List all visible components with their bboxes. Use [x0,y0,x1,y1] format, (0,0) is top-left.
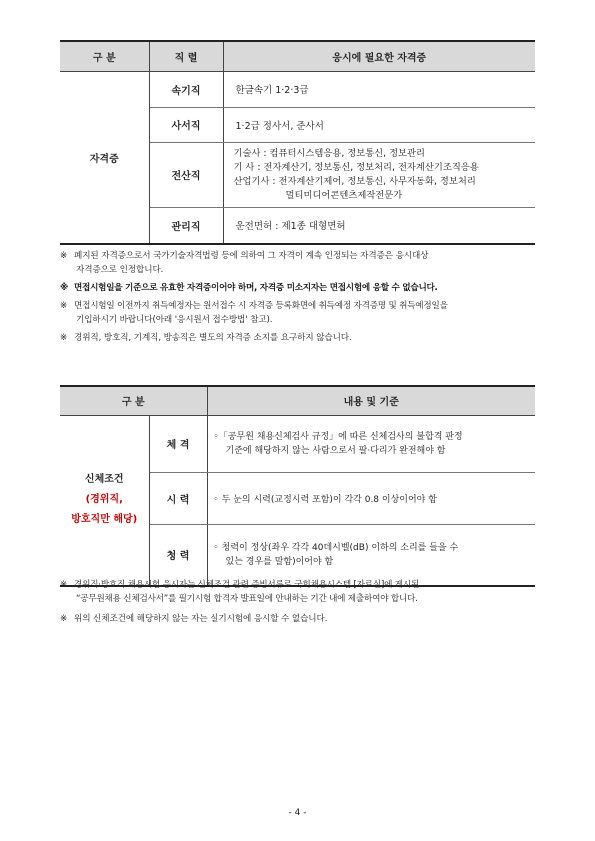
cert-value: 한글속기 1·2·3급 [223,71,535,107]
cert-value: 운전면허 : 제1종 대형면허 [235,221,346,233]
note-text: “공무원채용 신체검사서”를 필기시험 합격자 발표일에 안내하는 기간 내에 제출하여야 합니다. [76,594,418,604]
category-label: 자격증 [60,71,149,244]
cert-value: 1·2급 정사서, 준사서 [223,107,535,142]
item-label: 청 력 [149,524,207,586]
content-line: 있는 경우를 말함)이어야 함 [225,556,334,567]
job-label: 관리직 [149,207,223,244]
note-text: 면접시험일을 기준으로 유효한 자격증이어야 하며, 자격증 미소지자는 면접시험에 응할 수 없습니다. [74,283,438,293]
header-content: 내용 및 기준 [207,386,535,415]
note-item [60,578,538,606]
header-category: 구 분 [60,41,149,71]
note-text: 경위직, 방호직, 기계직, 방송직은 별도의 자격증 소지를 요구하지 않습니다. [74,333,352,343]
item-label: 시 력 [149,472,207,524]
content-cell [207,472,535,524]
note-text: 폐지된 자격증으로서 국가기술자격법령 등에 의하여 그 자격이 계속 인정되는 자격증은 응시대상 [74,251,429,261]
page-number: - 4 - [288,808,307,818]
category-line: 방호직만 해당) [71,514,138,526]
note-text: 자격증으로 인정합니다. [76,265,164,275]
content-cell [207,415,535,472]
table-row [60,71,535,107]
job-label: 속기직 [149,71,223,107]
job-label: 사서직 [149,107,223,142]
note-mark: ※ [60,283,69,293]
note-item [60,249,538,277]
note-item-bold [60,281,538,295]
header-cert: 응시에 필요한 자격증 [223,41,535,71]
content-line: 기준에 해당하지 않는 사람으로서 팔·다리가 완전해야 함 [225,445,446,456]
note-item [60,612,538,626]
cert-value [223,142,535,207]
notes-section-2 [60,578,538,626]
category-line: (경위직, [85,494,123,506]
cert-line: 멀티미디어콘텐츠제작전문가 [285,189,403,201]
header-category: 구 분 [60,386,207,415]
category-line: 신체조건 [84,474,124,486]
note-item [60,299,538,327]
note-mark: ※ [60,301,68,311]
cert-line: 기술사 : 컴퓨터시스템응용, 정보통신, 정보관리 [233,147,425,159]
note-text: 위의 신체조건에 해당하지 않는 자는 실기시험에 응시할 수 없습니다. [74,614,328,624]
content-line: ◦ 두 눈의 시력(교정시력 포함)이 각각 0.8 이상이어야 함 [213,494,437,505]
content-line: ◦ 청력이 정상(좌우 각각 40데시벨(dB) 이하의 소리를 들을 수 [213,542,459,553]
job-label: 전산직 [149,142,223,207]
note-text: 면접시험일 이전까지 취득예정자는 원서접수 시 자격증 등록화면에 취득예정 자격증명 및 취득예정일을 [74,301,448,311]
note-item [60,331,538,345]
header-job: 직 렬 [149,41,223,71]
note-mark: ※ [60,251,68,261]
content-line: ◦「공무원 채용신체검사 규정」에 따른 신체검사의 불합격 판정 [213,431,463,442]
category-label [60,415,149,586]
cert-line: 산업기사 : 전자계산기제어, 정보통신, 사무자동화, 정보처리 [233,175,476,187]
note-text: 경위직·방호직 채용시험 응시자는 신체조건 관련 증빙서류로 국회채용시스템 [자료실]에 게시된 [74,580,420,590]
note-mark: ※ [60,333,68,343]
cert-line: 기 사 : 전자계산기, 정보통신, 정보처리, 전자계산기조직응용 [233,161,479,173]
note-mark: ※ [60,614,68,624]
note-mark: ※ [60,580,68,590]
table-row [60,415,535,472]
note-text: 기입하시기 바랍니다(아래 '응시원서 접수방법' 참고). [76,315,273,325]
table-header-row [60,41,535,71]
physical-condition-table [60,385,535,587]
notes-section-1 [60,249,538,345]
item-label: 체 격 [149,415,207,472]
table-header-row [60,386,535,415]
content-cell [207,524,535,586]
qualification-table [60,40,535,245]
